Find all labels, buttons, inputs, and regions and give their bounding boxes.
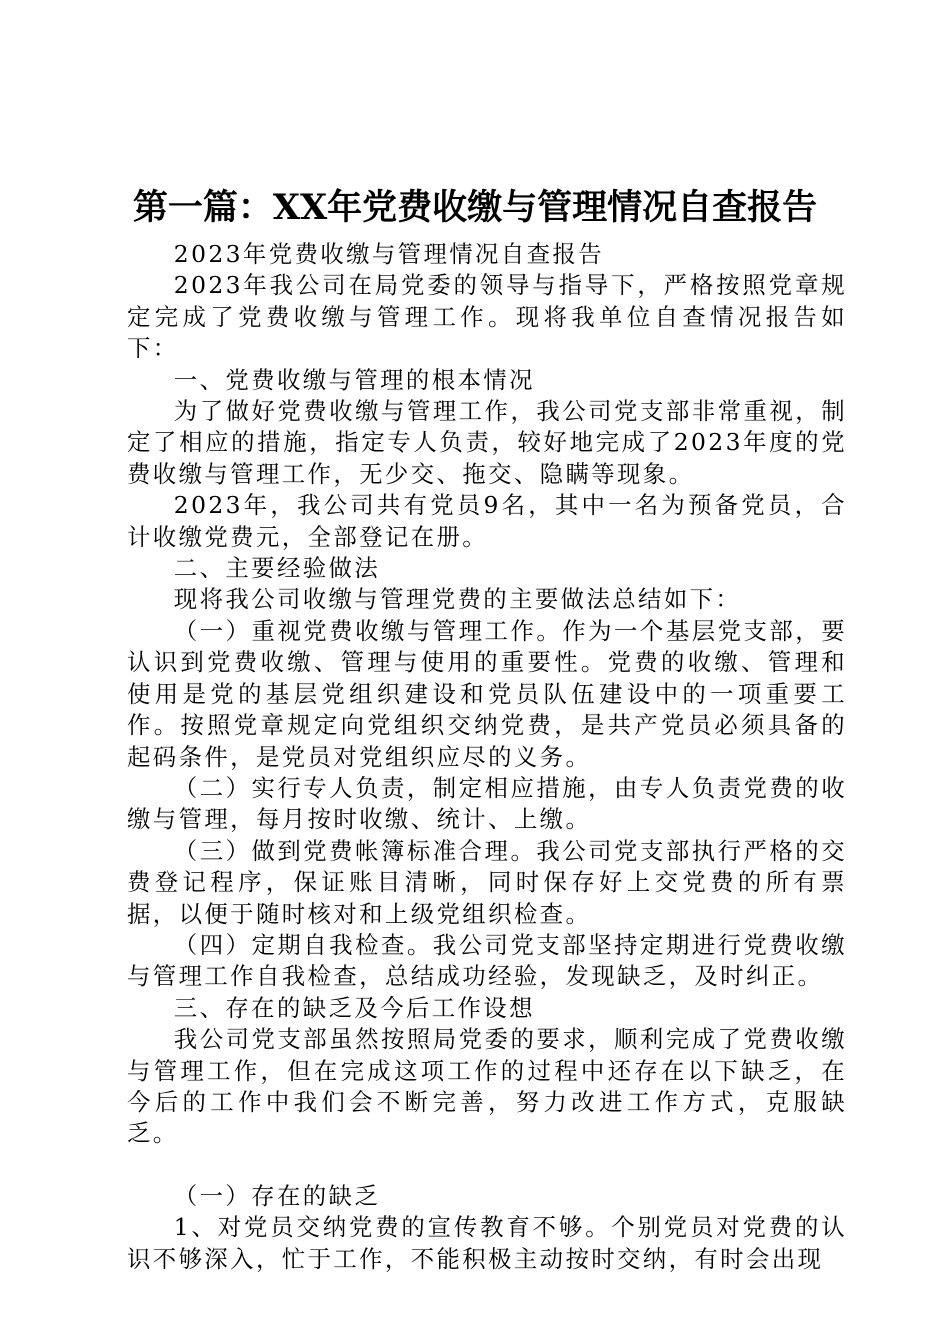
paragraph: 我公司党支部虽然按照局党委的要求，顺利完成了党费收缴与管理工作，但在完成这项工作的过程中还存在以下缺乏，在今后的工作中我们会不断完善，努力改进工作方式，克服缺乏。 <box>127 1025 847 1148</box>
paragraph: 为了做好党费收缴与管理工作，我公司党支部非常重视，制定了相应的措施，指定专人负责，较好地完成了2023年度的党费收缴与管理工作，无少交、拖交、隐瞒等现象。 <box>127 397 847 488</box>
paragraph: 2023年，我公司共有党员9名，其中一名为预备党员，合计收缴党费元，全部登记在册。 <box>127 491 847 551</box>
paragraph: 1、对党员交纳党费的宣传教育不够。个别党员对党费的认识不够深入，忙于工作，不能积极主动按时交纳，有时会出现 <box>127 1213 847 1273</box>
paragraph: （一）重视党费收缴与管理工作。作为一个基层党支部，要认识到党费收缴、管理与使用的重要性。党费的收缴、管理和使用是党的基层党组织建设和党员队伍建设中的一项重要工作。按照党章规定向党组织交纳党费，是共产党员必须具备的起码条件，是党员对党组织应尽的义务。 <box>127 616 847 771</box>
subsection-heading: （一）存在的缺乏 <box>173 1181 381 1210</box>
section-heading-2: 二、主要经验做法 <box>173 554 381 583</box>
document-body <box>127 239 847 1275</box>
report-subtitle: 2023年党费收缴与管理情况自查报告 <box>173 240 604 268</box>
paragraph: （二）实行专人负责，制定相应措施，由专人负责党费的收缴与管理，每月按时收缴、统计、上缴。 <box>127 773 847 834</box>
section-heading-3: 三、存在的缺乏及今后工作设想 <box>173 993 535 1022</box>
intro-paragraph: 2023年我公司在局党委的领导与指导下，严格按照党章规定完成了党费收缴与管理工作。现将我单位自查情况报告如下： <box>127 271 847 363</box>
section-heading-1: 一、党费收缴与管理的根本情况 <box>173 365 535 394</box>
document-title: 第一篇：XX年党费收缴与管理情况自查报告 <box>132 187 818 228</box>
paragraph: 现将我公司收缴与管理党费的主要做法总结如下： <box>173 585 742 614</box>
paragraph: （四）定期自我检查。我公司党支部坚持定期进行党费收缴与管理工作自我检查，总结成功经验，发现缺乏，及时纠正。 <box>127 930 847 991</box>
paragraph: （三）做到党费帐簿标准合理。我公司党支部执行严格的交费登记程序，保证账目清晰，同时保存好上交党费的所有票据，以便于随时核对和上级党组织检查。 <box>127 836 847 928</box>
